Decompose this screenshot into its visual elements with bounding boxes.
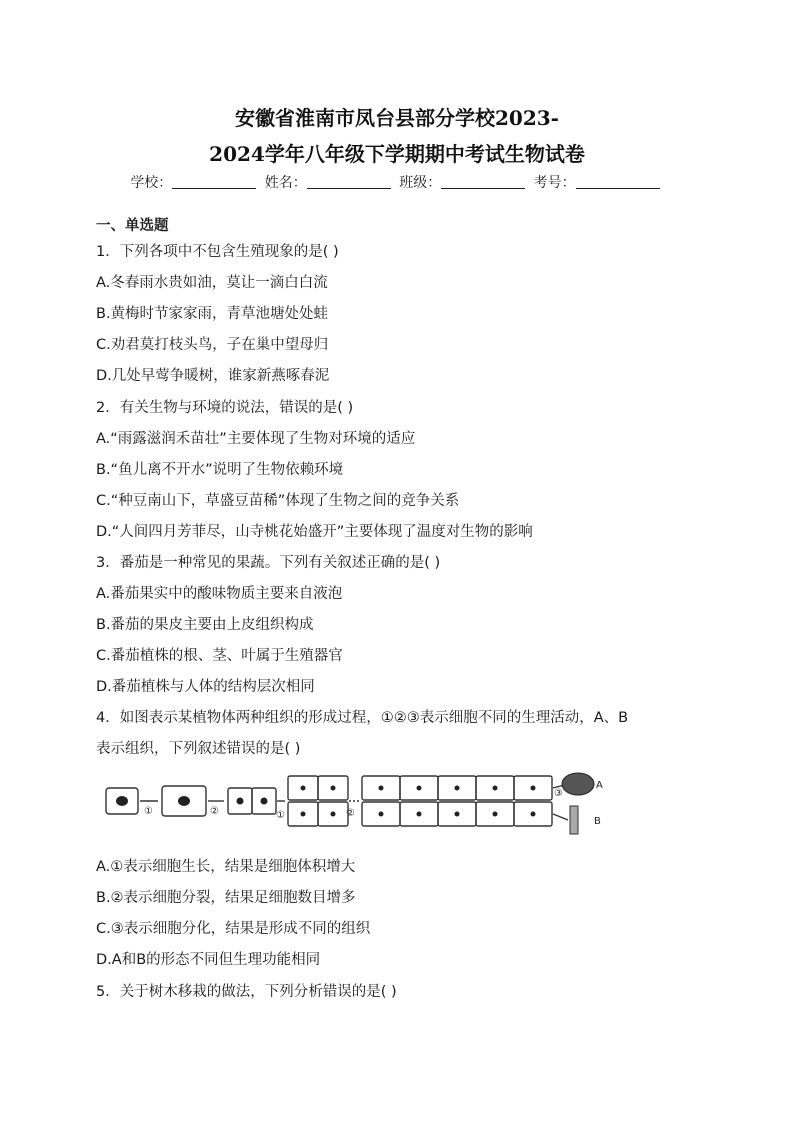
exam-title-line-1: 安徽省淮南市凤台县部分学校2023-	[235, 106, 559, 130]
question-3-option-a: A.番茄果实中的酸味物质主要来自液泡	[96, 586, 343, 602]
question-4-option-d: D.A和B的形态不同但生理功能相同	[96, 952, 321, 968]
question-2-stem: 2．有关生物与环境的说法，错误的是( )	[96, 400, 354, 416]
question-2-option-d: D.“人间四月芳菲尽，山寺桃花始盛开”主要体现了温度对生物的影响	[96, 524, 533, 540]
question-4-option-a: A.①表示细胞生长，结果是细胞体积增大	[96, 859, 356, 875]
exam-number-blank[interactable]	[576, 174, 660, 189]
question-5-stem: 5．关于树木移栽的做法，下列分析错误的是( )	[96, 984, 397, 1000]
question-1-option-b: B.黄梅时节家家雨，青草池塘处处蛙	[96, 306, 329, 322]
question-4-option-c: C.③表示细胞分化，结果是形成不同的组织	[96, 921, 371, 937]
question-1-stem: 1．下列各项中不包含生殖现象的是( )	[96, 244, 339, 260]
figure-label-b: B	[594, 816, 601, 827]
figure-label-1: ①	[144, 806, 153, 817]
school-label: 学校：	[130, 175, 173, 191]
question-2-option-c: C.“种豆南山下，草盛豆苗稀”体现了生物之间的竞争关系	[96, 493, 460, 509]
question-3-option-c: C.番茄植株的根、茎、叶属于生殖器官	[96, 648, 343, 664]
question-1-option-d: D.几处早莺争暖树，谁家新燕啄春泥	[96, 368, 330, 384]
class-label: 班级：	[399, 175, 442, 191]
figure-label-2: ②	[210, 806, 219, 817]
tissue-a-shape	[562, 773, 594, 795]
question-2-option-a: A.“雨露滋润禾苗壮”主要体现了生物对环境的适应	[96, 431, 416, 447]
name-label: 姓名：	[264, 175, 307, 191]
figure-label-3: ①	[276, 810, 285, 821]
question-1-option-a: A.冬春雨水贵如油，莫让一滴白白流	[96, 275, 328, 291]
question-3-option-b: B.番茄的果皮主要由上皮组织构成	[96, 617, 314, 633]
question-3-stem: 3．番茄是一种常见的果蔬。下列有关叙述正确的是( )	[96, 555, 441, 571]
school-blank[interactable]	[172, 174, 256, 189]
class-blank[interactable]	[441, 174, 525, 189]
cell-division-figure	[100, 770, 610, 840]
exam-title-line-2: 2024学年八年级下学期期中考试生物试卷	[209, 142, 585, 166]
name-blank[interactable]	[307, 174, 391, 189]
question-4-stem-line-1: 4．如图表示某植物体两种组织的形成过程，①②③表示细胞不同的生理活动，A、B	[96, 710, 629, 726]
question-4-option-b: B.②表示细胞分裂，结果足细胞数目增多	[96, 890, 356, 906]
figure-label-a: A	[596, 780, 603, 791]
figure-label-5: ③	[554, 788, 563, 799]
question-2-option-b: B.“鱼儿离不开水”说明了生物依赖环境	[96, 462, 344, 478]
exam-number-label: 考号：	[533, 175, 576, 191]
question-1-option-c: C.劝君莫打枝头鸟，子在巢中望母归	[96, 337, 329, 353]
question-4-stem-line-2: 表示组织，下列叙述错误的是( )	[96, 741, 301, 757]
section-title: 一、单选题	[96, 218, 169, 234]
tissue-b-shape	[570, 806, 578, 834]
student-info-row	[0, 172, 794, 192]
figure-label-4: ②	[346, 808, 355, 819]
question-3-option-d: D.番茄植株与人体的结构层次相同	[96, 679, 315, 695]
